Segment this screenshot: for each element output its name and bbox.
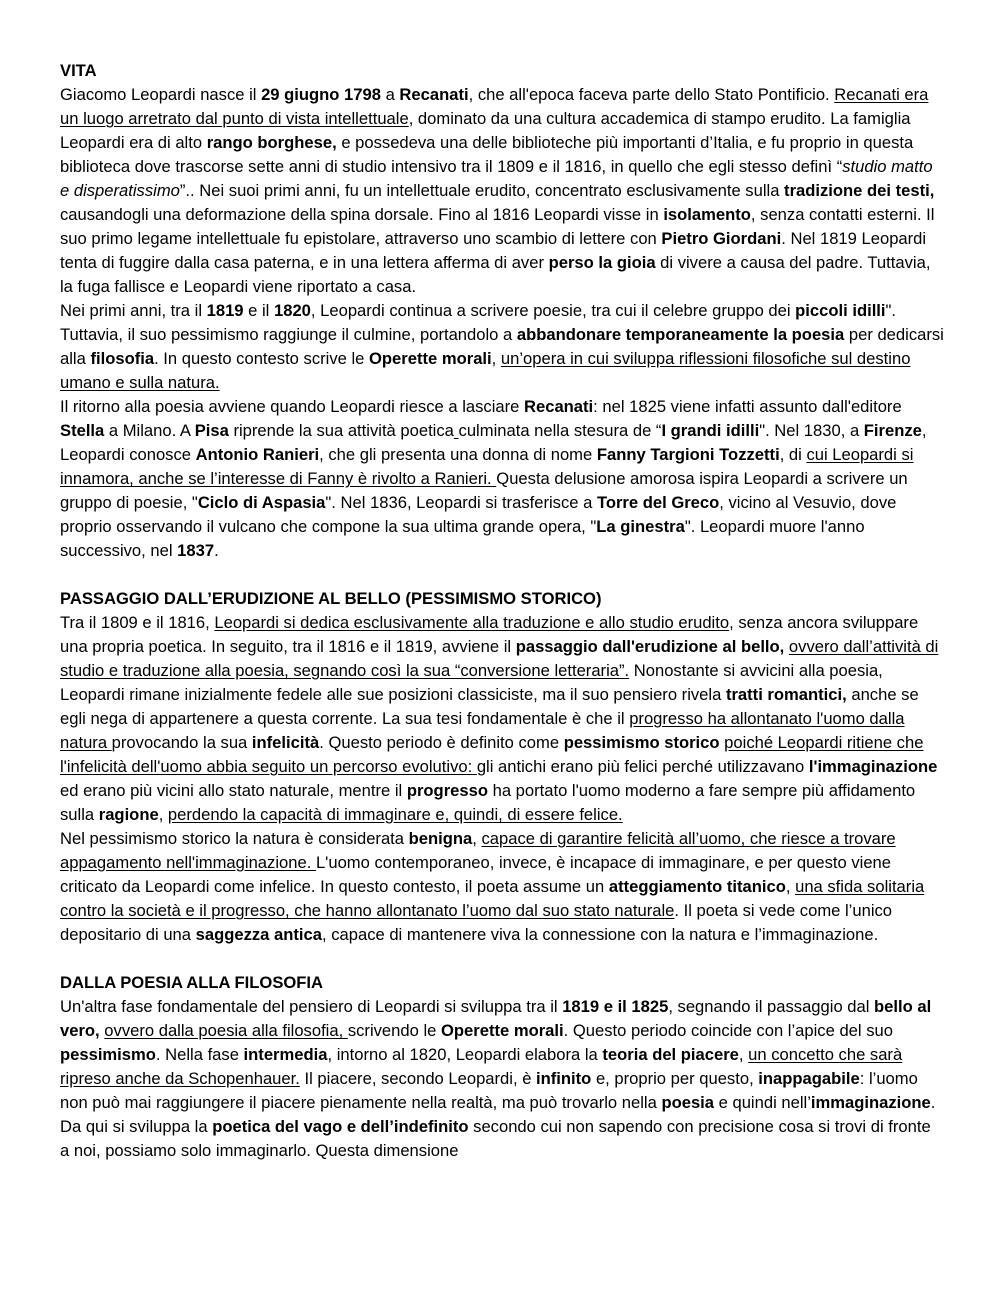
text-run: , che gli presenta una donna di nome (319, 445, 597, 464)
underlined-text: un’opera in cui sviluppa riflessioni filosofiche sul destino umano e sulla natura. (60, 349, 911, 392)
section-pessimismo-storico (60, 587, 944, 947)
text-run: a Milano. A (104, 421, 195, 440)
bold-text: intermedia (243, 1045, 328, 1064)
text-run: , senza ancora sviluppare una propria poetica. In seguito, tra il 1816 e il 1819, avviene il (60, 613, 919, 656)
text-run: , senza contatti esterni. Il suo primo legame intellettuale fu epistolare, attraverso uno scambio di lettere con (60, 205, 935, 248)
text-run: L'uomo contemporaneo, invece, è incapace di immaginare, e per questo viene criticato da Leopardi come infelice. In questo contesto, il poeta assume un (60, 853, 892, 896)
text-run: per dedicarsi alla (60, 325, 944, 368)
text-run: , Leopardi continua a scrivere poesie, tra cui il celebre gruppo dei (310, 301, 796, 320)
text-run: scrivendo le (347, 1021, 441, 1040)
bold-text: isolamento (663, 205, 751, 224)
bold-text: abbandonare temporaneamente la poesia (516, 325, 845, 344)
text-run: . In questo contesto scrive le (154, 349, 369, 368)
bold-text: piccoli idilli (795, 301, 886, 320)
section-vita (60, 59, 944, 563)
bold-text: progresso (406, 781, 488, 800)
underlined-text: ovvero dalla poesia alla filosofia, (104, 1021, 348, 1040)
text-run: ". Nel 1836, Leopardi si trasferisce a (325, 493, 597, 512)
text-run: ". Nel 1830, a (759, 421, 864, 440)
text-run: e possedeva una delle biblioteche più importanti d’Italia, e fu proprio in questa biblioteca dove trascorse sette anni di studio intensivo tra il 1809 e il 1816, in quello che egli stesso definì “ (60, 133, 914, 176)
text-run: Nonostante si avvicini alla poesia, Leopardi rimane inizialmente fedele alle sue posizioni classiciste, ma il suo pensiero rivela (60, 661, 883, 704)
bold-text: filosofia (90, 349, 155, 368)
text-run: : l’uomo non può mai raggiungere il piacere pienamente nella realtà, ma può trovarlo nella (60, 1069, 918, 1112)
text-run: ed erano più vicini allo stato naturale, mentre il (60, 781, 407, 800)
text-run: Il piacere, secondo Leopardi, è (299, 1069, 537, 1088)
bold-text: infelicità (251, 733, 320, 752)
underlined-text: ovvero dall’attività di studio e traduzione alla poesia, segnando così la sua “conversione letteraria”. (60, 637, 939, 680)
text-run: ha portato l'uomo moderno a fare sempre più affidamento sulla (60, 781, 916, 824)
text-run: provocando la sua (111, 733, 252, 752)
text-run: : nel 1825 viene infatti assunto dall'editore (593, 397, 902, 416)
text-run: a (380, 85, 400, 104)
text-run: . Il poeta si vede come l’unico depositario di una (60, 901, 893, 944)
text-run: , (785, 877, 796, 896)
bold-text: Firenze (863, 421, 922, 440)
section-poesia-filosofia (60, 971, 944, 1163)
bold-text: inappagabile (758, 1069, 860, 1088)
bold-text: pessimismo (60, 1045, 156, 1064)
text-run: , di (779, 445, 807, 464)
text-run: ”.. Nei suoi primi anni, fu un intellettuale erudito, concentrato esclusivamente sulla (179, 181, 785, 200)
bold-text: Operette morali (369, 349, 492, 368)
text-run: e il (243, 301, 274, 320)
bold-text: benigna (408, 829, 473, 848)
paragraph (60, 83, 944, 299)
bold-text: pessimismo storico (563, 733, 720, 752)
bold-text: La ginestra (596, 517, 685, 536)
bold-text: bello al vero, (60, 997, 932, 1040)
bold-text: Pietro Giordani (661, 229, 782, 248)
bold-text: 1819 (206, 301, 244, 320)
text-run: , che all'epoca faceva parte dello Stato Pontificio. (468, 85, 835, 104)
text-run: . Questo periodo coincide con l’apice del suo (563, 1021, 893, 1040)
underlined-text: Recanati era un luogo arretrato dal punto di vista intellettuale (60, 85, 929, 128)
bold-text: passaggio dall'erudizione al bello, (515, 637, 785, 656)
paragraph (60, 995, 944, 1163)
text-run: ". Tuttavia, il suo pessimismo raggiunge il culmine, portandolo a (60, 301, 897, 344)
bold-text: Recanati (399, 85, 469, 104)
text-run: e, proprio per questo, (591, 1069, 759, 1088)
bold-text: 1820 (273, 301, 311, 320)
bold-text: I grandi idilli (661, 421, 760, 440)
bold-text: Fanny Targioni Tozzetti (596, 445, 780, 464)
bold-text: saggezza antica (195, 925, 322, 944)
bold-text: ragione (98, 805, 159, 824)
bold-text: 29 giugno 1798 (261, 85, 381, 104)
text-run: . Nella fase (155, 1045, 244, 1064)
underlined-text: Leopardi si dedica esclusivamente alla traduzione e allo studio erudito (214, 613, 730, 632)
text-run: . Questo periodo è definito come (319, 733, 564, 752)
text-run: riprende la sua attività poetica (228, 421, 454, 440)
underlined-text: progresso ha allontanato l'uomo dalla natura (60, 709, 905, 752)
underlined-text: perdendo la capacità di immaginare e, quindi, di essere felice. (167, 805, 623, 824)
underlined-text: una sfida solitaria contro la società e il progresso, che hanno allontanato l’uomo dal suo stato naturale (60, 877, 925, 920)
bold-text: poetica del vago e dell’indefinito (212, 1117, 469, 1136)
text-run: culminata nella stesura de “ (458, 421, 662, 440)
bold-text: Torre del Greco (596, 493, 720, 512)
text-run: , segnando il passaggio dal (668, 997, 875, 1016)
bold-text: Pisa (194, 421, 229, 440)
text-run: e quindi nell’ (714, 1093, 811, 1112)
text-run: gli antichi erano più felici perché utilizzavano (476, 757, 809, 776)
bold-text: perso la gioia (548, 253, 656, 272)
paragraph (60, 827, 944, 947)
bold-text: atteggiamento titanico (608, 877, 786, 896)
text-run: Il ritorno alla poesia avviene quando Leopardi riesce a lasciare (60, 397, 524, 416)
text-run: causandogli una deformazione della spina dorsale. Fino al 1816 Leopardi visse in (60, 205, 664, 224)
bold-text: tradizione dei testi, (784, 181, 935, 200)
text-run: Nel pessimismo storico la natura è considerata (60, 829, 409, 848)
text-run: , capace di mantenere viva la connessione con la natura e l’immaginazione. (321, 925, 879, 944)
text-run: secondo cui non sapendo con precisione cosa si trovi di fronte a noi, possiamo solo immaginarlo. Questa dimensione (60, 1117, 931, 1160)
paragraph (60, 611, 944, 827)
bold-text: infinito (536, 1069, 592, 1088)
underlined-text: poiché Leopardi ritiene che l'infelicità dell'uomo abbia seguito un percorso evolutivo: (60, 733, 924, 776)
text-run: , dominato da una cultura accademica di stampo erudito. La famiglia Leopardi era di alto (60, 109, 911, 152)
text-run: Un'altra fase fondamentale del pensiero di Leopardi si sviluppa tra il (60, 997, 563, 1016)
bold-text: l'immaginazione (808, 757, 938, 776)
bold-text: Antonio Ranieri (195, 445, 320, 464)
italic-text: studio matto e disperatissimo (60, 157, 933, 200)
text-run: , intorno al 1820, Leopardi elabora la (327, 1045, 603, 1064)
text-run: anche se egli nega di appartenere a questa corrente. La sua tesi fondamentale è che il (60, 685, 919, 728)
text-run: Giacomo Leopardi nasce il (60, 85, 262, 104)
bold-text: tratti romantici, (725, 685, 847, 704)
bold-text: Recanati (524, 397, 594, 416)
section-heading: PASSAGGIO DALL’ERUDIZIONE AL BELLO (PESSIMISMO STORICO) (60, 589, 602, 608)
text-run: Nei primi anni, tra il (60, 301, 207, 320)
text-run: . Nel 1819 Leopardi tenta di fuggire dalla casa paterna, e in una lettera afferma di aver (60, 229, 927, 272)
bold-text: Operette morali (440, 1021, 564, 1040)
text-run: , vicino al Vesuvio, dove proprio osservando il vulcano che compone la sua ultima grande opera, " (60, 493, 897, 536)
bold-text: teoria del piacere (602, 1045, 739, 1064)
paragraph (60, 395, 944, 563)
text-run: , (158, 805, 168, 824)
bold-text: 1819 e il 1825 (562, 997, 669, 1016)
text-run: , (472, 829, 482, 848)
text-run: di vivere a causa del padre. Tuttavia, la fuga fallisce e Leopardi viene riportato a casa. (60, 253, 931, 296)
underlined-text: cui Leopardi si innamora, anche se l’interesse di Fanny è rivolto a Ranieri. (60, 445, 914, 488)
text-run: , (738, 1045, 749, 1064)
text-run: ". Leopardi muore l'anno successivo, nel (60, 517, 865, 560)
text-run: , (491, 349, 501, 368)
bold-text: immaginazione (810, 1093, 931, 1112)
section-heading: DALLA POESIA ALLA FILOSOFIA (60, 973, 324, 992)
underlined-text: un concetto che sarà ripreso anche da Schopenhauer. (60, 1045, 903, 1088)
bold-text: Ciclo di Aspasia (197, 493, 326, 512)
bold-text: poesia (661, 1093, 715, 1112)
text-run: . Da qui si sviluppa la (60, 1093, 936, 1136)
text-run: , Leopardi conosce (60, 421, 927, 464)
text-run: Questa delusione amorosa ispira Leopardi a scrivere un gruppo di poesie, " (60, 469, 908, 512)
bold-text: Stella (60, 421, 105, 440)
bold-text: 1837 (177, 541, 215, 560)
bold-text: rango borghese, (206, 133, 337, 152)
underlined-text: capace di garantire felicità all’uomo, che riesce a trovare appagamento nell'immaginazione. (60, 829, 896, 872)
section-heading: VITA (60, 61, 97, 80)
paragraph (60, 299, 944, 395)
text-run: Tra il 1809 e il 1816, (60, 613, 215, 632)
text-run: . (214, 541, 219, 560)
